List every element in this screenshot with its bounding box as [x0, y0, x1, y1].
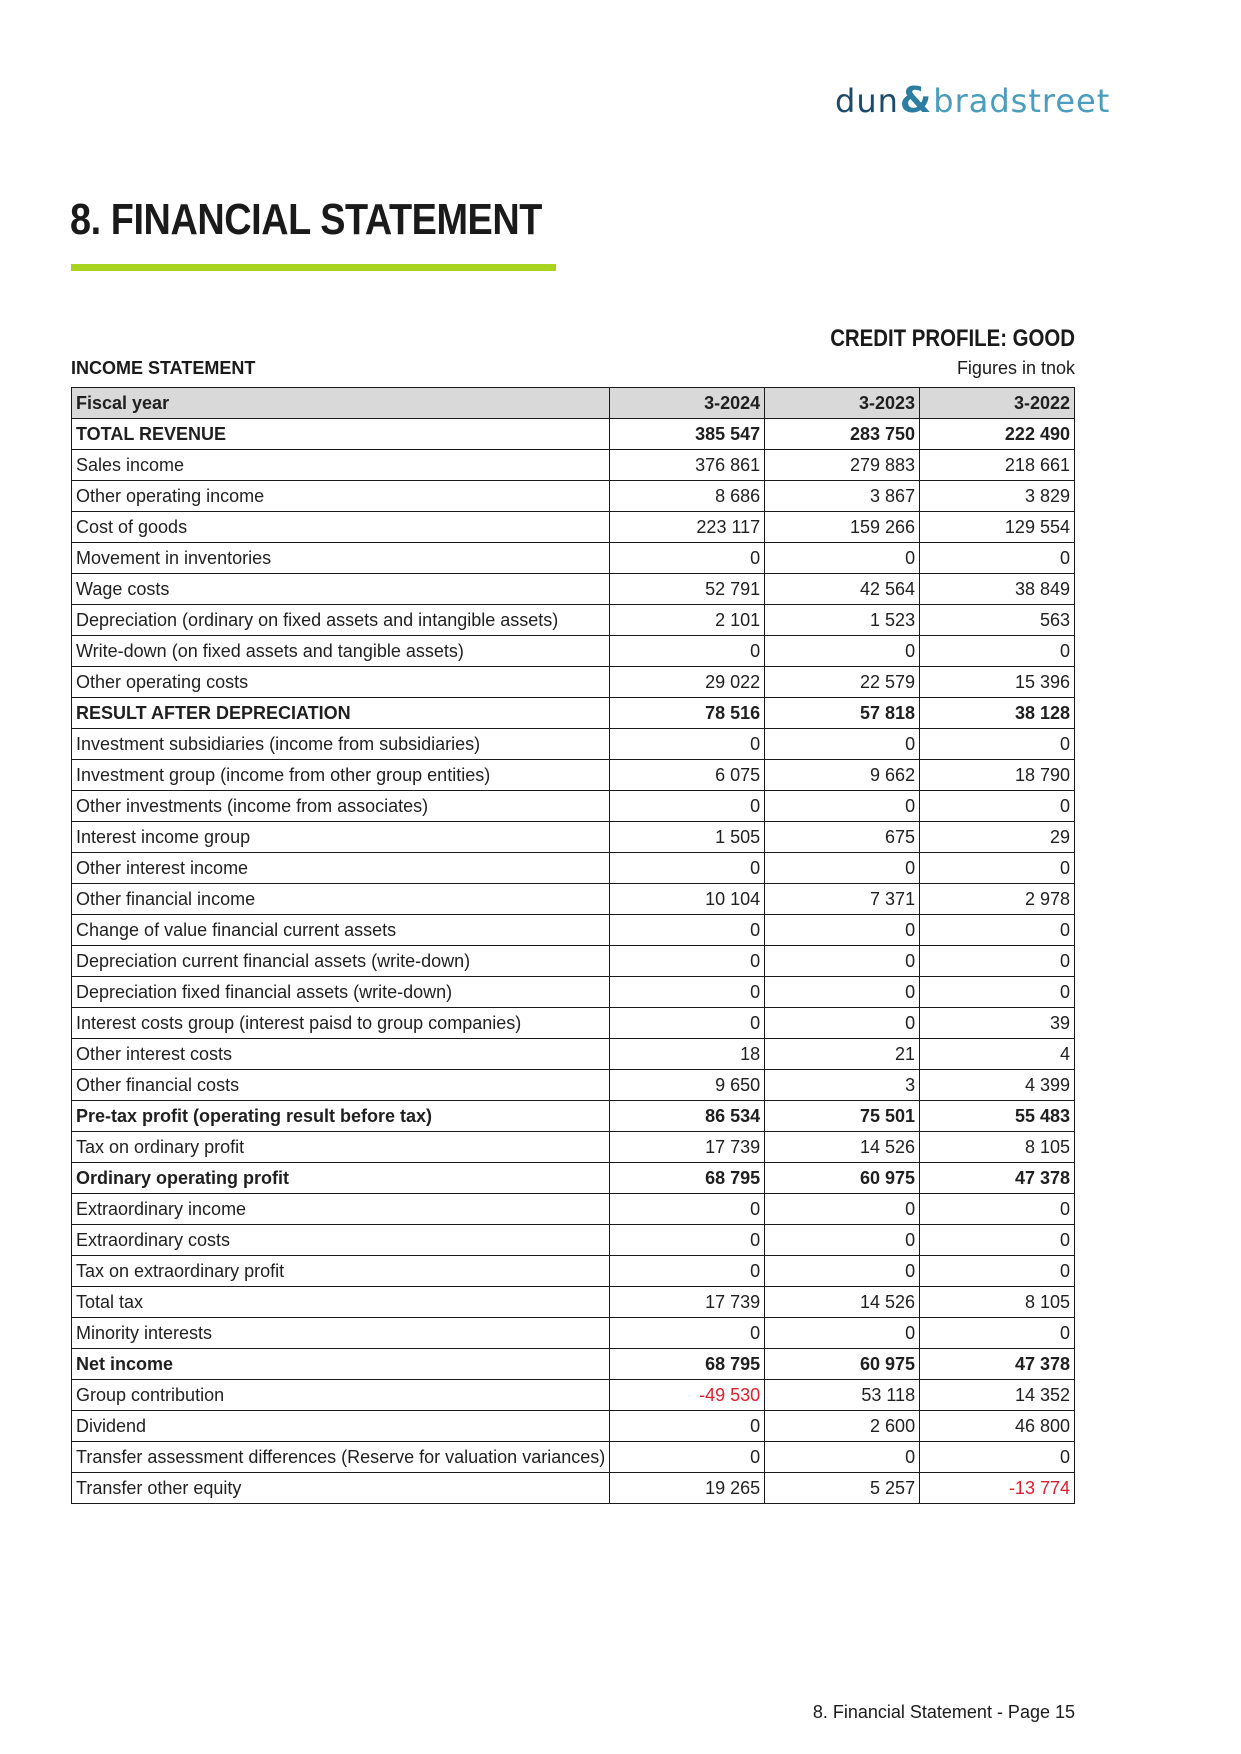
row-value: 3 829 [920, 481, 1075, 512]
row-value: 86 534 [610, 1101, 765, 1132]
row-label: Extraordinary income [72, 1194, 610, 1225]
row-label: Investment group (income from other group entities) [72, 760, 610, 791]
table-row [72, 822, 1075, 853]
row-value: 8 105 [920, 1132, 1075, 1163]
row-value: 0 [610, 1256, 765, 1287]
row-label: Movement in inventories [72, 543, 610, 574]
row-label: Extraordinary costs [72, 1225, 610, 1256]
row-value: 1 523 [765, 605, 920, 636]
row-value: 1 505 [610, 822, 765, 853]
row-value: 14 526 [765, 1132, 920, 1163]
row-value: 0 [610, 1318, 765, 1349]
logo-ampersand-icon: & [899, 80, 933, 121]
row-value: 563 [920, 605, 1075, 636]
table-row [72, 760, 1075, 791]
table-row [72, 884, 1075, 915]
row-label: Tax on extraordinary profit [72, 1256, 610, 1287]
row-value: 0 [610, 1411, 765, 1442]
row-value: 47 378 [920, 1163, 1075, 1194]
logo-text-bradstreet: bradstreet [933, 82, 1111, 120]
row-value: 0 [765, 1225, 920, 1256]
dun-bradstreet-logo [835, 80, 1111, 121]
row-value: 5 257 [765, 1473, 920, 1504]
row-value: 29 [920, 822, 1075, 853]
row-value: 283 750 [765, 419, 920, 450]
row-value: 0 [920, 1442, 1075, 1473]
row-value: 0 [920, 853, 1075, 884]
row-value: 10 104 [610, 884, 765, 915]
table-row [72, 574, 1075, 605]
row-label: Tax on ordinary profit [72, 1132, 610, 1163]
row-value: 6 075 [610, 760, 765, 791]
row-value: 0 [920, 915, 1075, 946]
row-value: 21 [765, 1039, 920, 1070]
row-value: 53 118 [765, 1380, 920, 1411]
table-row [72, 915, 1075, 946]
row-value: 0 [610, 853, 765, 884]
row-value: 0 [765, 729, 920, 760]
row-value: 60 975 [765, 1349, 920, 1380]
row-label: Interest income group [72, 822, 610, 853]
table-row [72, 419, 1075, 450]
row-value: 279 883 [765, 450, 920, 481]
row-label: Wage costs [72, 574, 610, 605]
header-year-1: 3-2024 [610, 388, 765, 419]
row-label: Other operating costs [72, 667, 610, 698]
row-value: 0 [920, 1256, 1075, 1287]
row-label: Pre-tax profit (operating result before tax) [72, 1101, 610, 1132]
row-value: 222 490 [920, 419, 1075, 450]
row-value: 0 [765, 1442, 920, 1473]
page-title: 8. FINANCIAL STATEMENT [70, 195, 542, 244]
row-value: 0 [765, 636, 920, 667]
row-label: Change of value financial current assets [72, 915, 610, 946]
row-value: 0 [920, 543, 1075, 574]
row-value: 0 [610, 636, 765, 667]
row-value: 218 661 [920, 450, 1075, 481]
row-label: Net income [72, 1349, 610, 1380]
header-year-3: 3-2022 [920, 388, 1075, 419]
table-row [72, 667, 1075, 698]
table-row [72, 636, 1075, 667]
table-row [72, 450, 1075, 481]
row-label: Sales income [72, 450, 610, 481]
row-label: Ordinary operating profit [72, 1163, 610, 1194]
table-row [72, 1101, 1075, 1132]
row-label: Total tax [72, 1287, 610, 1318]
row-label: Interest costs group (interest paisd to group companies) [72, 1008, 610, 1039]
table-row [72, 853, 1075, 884]
row-value: 46 800 [920, 1411, 1075, 1442]
table-row [72, 698, 1075, 729]
row-label: Investment subsidiaries (income from subsidiaries) [72, 729, 610, 760]
row-value: 18 790 [920, 760, 1075, 791]
row-value: 0 [920, 946, 1075, 977]
income-statement-table [71, 387, 1075, 1504]
header-year-2: 3-2023 [765, 388, 920, 419]
table-row [72, 1380, 1075, 1411]
row-value: 8 686 [610, 481, 765, 512]
row-value: 0 [765, 1194, 920, 1225]
row-value: 7 371 [765, 884, 920, 915]
row-label: Other investments (income from associates) [72, 791, 610, 822]
row-value: 57 818 [765, 698, 920, 729]
row-value: 47 378 [920, 1349, 1075, 1380]
table-row [72, 1163, 1075, 1194]
table-row [72, 1442, 1075, 1473]
row-value: 14 526 [765, 1287, 920, 1318]
row-label: Depreciation fixed financial assets (write-down) [72, 977, 610, 1008]
section-label: INCOME STATEMENT [71, 358, 256, 378]
row-value: 55 483 [920, 1101, 1075, 1132]
row-value: 0 [920, 636, 1075, 667]
row-value: 129 554 [920, 512, 1075, 543]
row-value: 0 [610, 1194, 765, 1225]
row-value: 17 739 [610, 1132, 765, 1163]
row-value: 19 265 [610, 1473, 765, 1504]
row-value: 0 [765, 946, 920, 977]
table-row [72, 543, 1075, 574]
table-row [72, 1287, 1075, 1318]
row-value: 9 662 [765, 760, 920, 791]
row-label: Transfer other equity [72, 1473, 610, 1504]
title-underline-bar [71, 264, 556, 271]
row-value: 18 [610, 1039, 765, 1070]
row-value: 0 [765, 977, 920, 1008]
row-label: Minority interests [72, 1318, 610, 1349]
row-label: Depreciation current financial assets (write-down) [72, 946, 610, 977]
row-value: 78 516 [610, 698, 765, 729]
row-value: 0 [765, 915, 920, 946]
row-value: 4 [920, 1039, 1075, 1070]
row-value: 0 [765, 1008, 920, 1039]
row-value: 0 [610, 543, 765, 574]
row-label: RESULT AFTER DEPRECIATION [72, 698, 610, 729]
row-value: 75 501 [765, 1101, 920, 1132]
row-value: 2 978 [920, 884, 1075, 915]
table-row [72, 1225, 1075, 1256]
row-value: 0 [920, 1318, 1075, 1349]
table-row [72, 512, 1075, 543]
row-label: Other interest income [72, 853, 610, 884]
table-row [72, 1194, 1075, 1225]
table-row [72, 791, 1075, 822]
row-label: Other operating income [72, 481, 610, 512]
row-value: 0 [765, 791, 920, 822]
row-value: 0 [610, 977, 765, 1008]
row-value: 42 564 [765, 574, 920, 605]
row-value: 0 [610, 946, 765, 977]
row-value: 0 [610, 915, 765, 946]
row-label: Cost of goods [72, 512, 610, 543]
table-row [72, 1132, 1075, 1163]
row-label: Transfer assessment differences (Reserve for valuation variances) [72, 1442, 610, 1473]
table-row [72, 1318, 1075, 1349]
page-footer: 8. Financial Statement - Page 15 [812, 1702, 1075, 1722]
table-row [72, 729, 1075, 760]
row-value: 68 795 [610, 1349, 765, 1380]
credit-profile-label: CREDIT PROFILE: GOOD [830, 325, 1075, 352]
row-value: -49 530 [610, 1380, 765, 1411]
row-value: 29 022 [610, 667, 765, 698]
row-value: -13 774 [920, 1473, 1075, 1504]
header-fiscal-year: Fiscal year [72, 388, 610, 419]
row-label: Other financial costs [72, 1070, 610, 1101]
row-value: 0 [765, 1256, 920, 1287]
row-value: 0 [610, 1442, 765, 1473]
row-value: 68 795 [610, 1163, 765, 1194]
row-value: 0 [610, 1008, 765, 1039]
table-row [72, 977, 1075, 1008]
row-label: Depreciation (ordinary on fixed assets and intangible assets) [72, 605, 610, 636]
row-label: Group contribution [72, 1380, 610, 1411]
row-value: 0 [765, 543, 920, 574]
row-label: Other interest costs [72, 1039, 610, 1070]
row-value: 4 399 [920, 1070, 1075, 1101]
row-value: 3 867 [765, 481, 920, 512]
row-value: 0 [610, 729, 765, 760]
table-row [72, 1256, 1075, 1287]
table-row [72, 1039, 1075, 1070]
row-label: Dividend [72, 1411, 610, 1442]
row-value: 2 101 [610, 605, 765, 636]
row-label: TOTAL REVENUE [72, 419, 610, 450]
row-value: 0 [920, 1225, 1075, 1256]
row-value: 8 105 [920, 1287, 1075, 1318]
units-note: Figures in tnok [956, 358, 1075, 378]
row-value: 0 [765, 853, 920, 884]
row-value: 0 [920, 729, 1075, 760]
logo-text-dun: dun [835, 82, 899, 120]
row-value: 0 [920, 791, 1075, 822]
row-value: 376 861 [610, 450, 765, 481]
row-label: Write-down (on fixed assets and tangible assets) [72, 636, 610, 667]
row-value: 9 650 [610, 1070, 765, 1101]
table-row [72, 1008, 1075, 1039]
table-row [72, 1411, 1075, 1442]
table-row [72, 1473, 1075, 1504]
row-value: 675 [765, 822, 920, 853]
table-row [72, 481, 1075, 512]
row-value: 38 849 [920, 574, 1075, 605]
row-value: 22 579 [765, 667, 920, 698]
row-value: 15 396 [920, 667, 1075, 698]
row-value: 0 [920, 977, 1075, 1008]
row-value: 0 [765, 1318, 920, 1349]
row-value: 0 [610, 791, 765, 822]
row-value: 385 547 [610, 419, 765, 450]
table-row [72, 946, 1075, 977]
row-value: 39 [920, 1008, 1075, 1039]
row-value: 2 600 [765, 1411, 920, 1442]
row-value: 38 128 [920, 698, 1075, 729]
row-value: 52 791 [610, 574, 765, 605]
row-value: 223 117 [610, 512, 765, 543]
row-value: 60 975 [765, 1163, 920, 1194]
row-label: Other financial income [72, 884, 610, 915]
row-value: 159 266 [765, 512, 920, 543]
row-value: 17 739 [610, 1287, 765, 1318]
row-value: 3 [765, 1070, 920, 1101]
table-row [72, 605, 1075, 636]
row-value: 0 [920, 1194, 1075, 1225]
table-header-row [72, 388, 1075, 419]
table-row [72, 1349, 1075, 1380]
row-value: 0 [610, 1225, 765, 1256]
table-row [72, 1070, 1075, 1101]
row-value: 14 352 [920, 1380, 1075, 1411]
